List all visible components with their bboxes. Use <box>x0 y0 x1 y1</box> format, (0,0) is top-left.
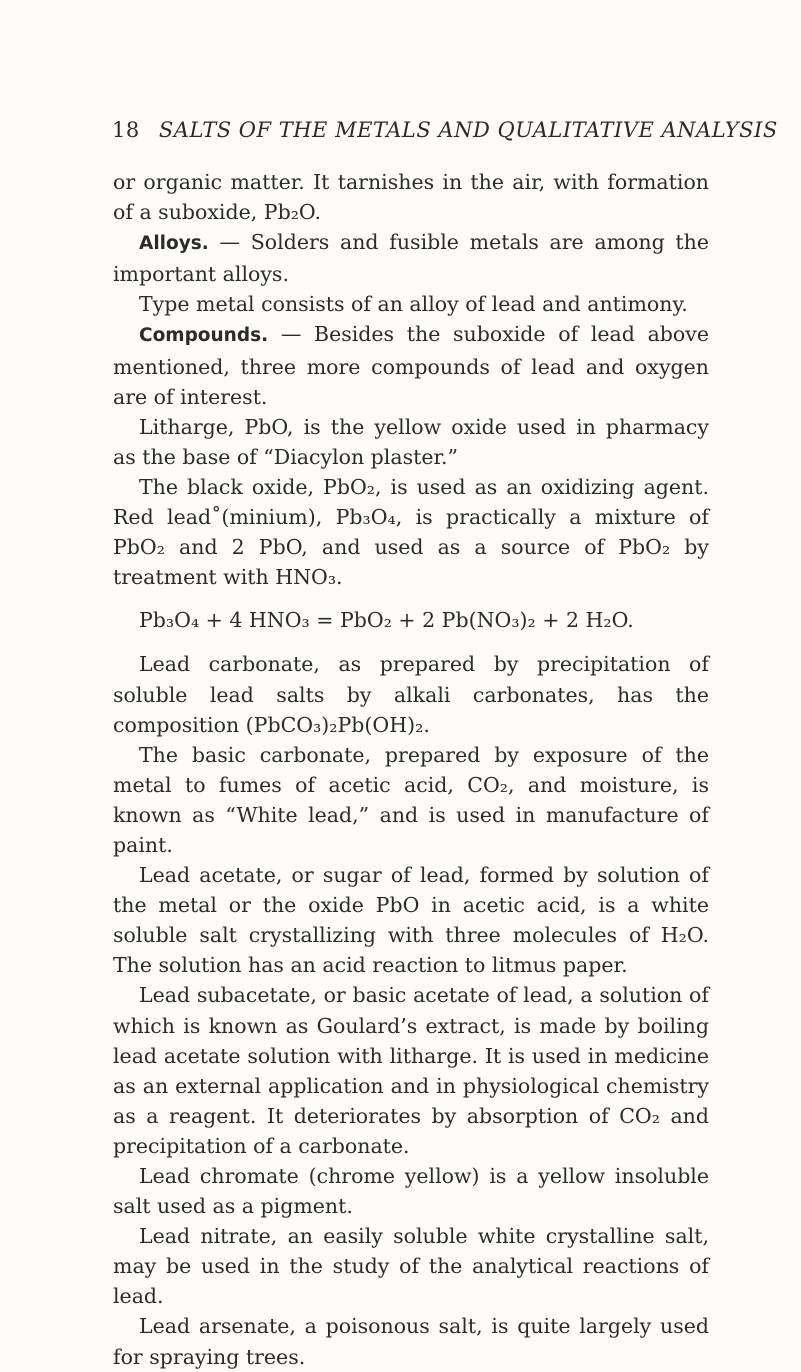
paragraph-lead-chromate: Lead chromate (chrome yellow) is a yellow insoluble salt used as a pigment. <box>113 1164 709 1219</box>
running-title: SALTS OF THE METALS AND QUALITATIVE ANALYSIS <box>158 118 778 142</box>
chemical-equation: Pb₃O₄ + 4 HNO₃ = PbO₂ + 2 Pb(NO₃)₂ + 2 H₂O. <box>139 608 634 633</box>
paragraph-compounds <box>113 319 709 411</box>
paragraph-black-oxide: The black oxide, PbO₂, is used as an oxidizing agent. Red lead˚(minium), Pb₃O₄, is practically a mixture of PbO₂ and 2 PbO, and used as a source of PbO₂ by treatment with HNO₃. <box>113 474 709 590</box>
page-number: 18 <box>112 118 140 142</box>
section-heading-alloys: Alloys. <box>139 233 209 255</box>
paragraph-basic-carbonate: The basic carbonate, prepared by exposure of the metal to fumes of acetic acid, CO₂, and moisture, is known as “White lead,” and is used in manufacture of paint. <box>113 742 709 857</box>
paragraph-lead-subacetate: Lead subacetate, or basic acetate of lead, a solution of which is known as Goulard’s extract, is made by boiling lead acetate solution with litharge. It is used in medicine as an external application and in physiological chemistry as a reagent. It deteriorates by absorption of CO₂ and precipitation of a carbonate. <box>113 983 709 1158</box>
paragraph-continuation: or organic matter. It tarnishes in the air, with formation of a suboxide, Pb₂O. <box>113 170 709 225</box>
paragraph-lead-acetate: Lead acetate, or sugar of lead, formed by solution of the metal or the oxide PbO in acetic acid, is a white soluble salt crystallizing with three molecules of H₂O. The solution has an acid reaction to litmus paper. <box>113 863 709 978</box>
section-heading-compounds: Compounds. <box>139 325 269 347</box>
paragraph-type-metal: Type metal consists of an alloy of lead and antimony. <box>139 292 688 317</box>
paragraph-alloys <box>113 227 709 289</box>
paragraph-litharge: Litharge, PbO, is the yellow oxide used in pharmacy as the base of “Diacylon plaster.” <box>113 414 709 469</box>
paragraph-compounds-text: — Besides the suboxide of lead above mentioned, three more compounds of lead and oxygen are of interest. <box>113 322 709 409</box>
paragraph-lead-nitrate: Lead nitrate, an easily soluble white crystalline salt, may be used in the study of the analytical reactions of lead. <box>113 1224 709 1309</box>
paragraph-lead-arsenate: Lead arsenate, a poisonous salt, is quite largely used for spraying trees. <box>113 1314 709 1369</box>
paragraph-alloys-text: — Solders and fusible metals are among the important alloys. <box>113 230 709 287</box>
paragraph-lead-carbonate: Lead carbonate, as prepared by precipitation of soluble lead salts by alkali carbonates, has the composition (PbCO₃)₂Pb(OH)₂. <box>113 652 709 737</box>
page-body <box>113 167 709 1372</box>
running-header <box>112 118 778 142</box>
